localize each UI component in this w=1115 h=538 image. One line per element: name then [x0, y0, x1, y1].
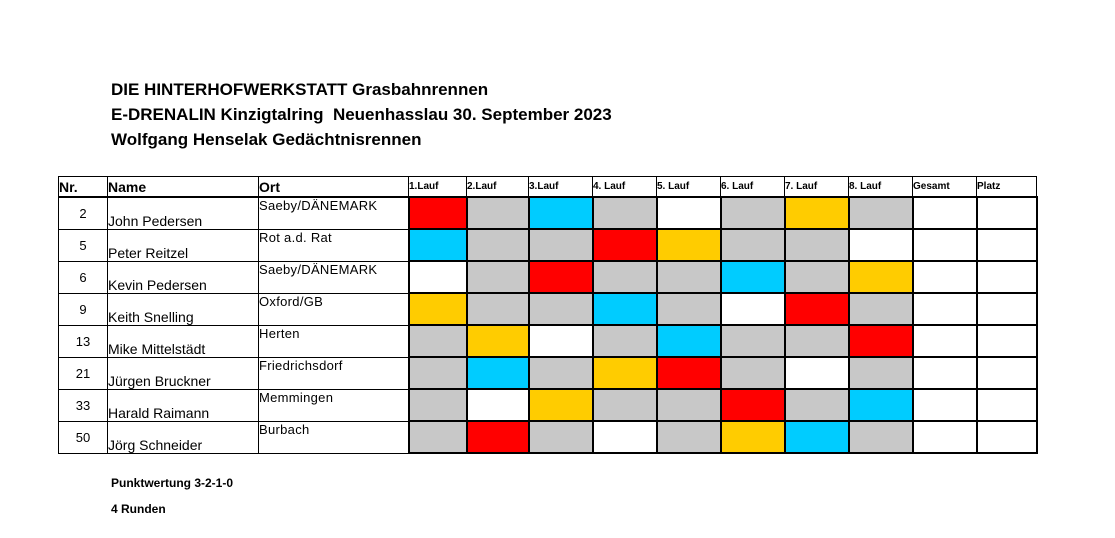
- heat-gate-cell: [409, 357, 467, 389]
- event-title-line-1: DIE HINTERHOFWERKSTATT Grasbahnrennen: [111, 80, 489, 99]
- heat-gate-cell: [785, 197, 849, 229]
- gesamt-cell: [913, 357, 977, 389]
- heat-gate-cell: [721, 357, 785, 389]
- rider-name: Jörg Schneider: [108, 421, 259, 453]
- heat-gate-cell: [785, 357, 849, 389]
- heat-gate-cell: [785, 325, 849, 357]
- heat-gate-cell: [529, 261, 593, 293]
- rider-town: Burbach: [259, 421, 409, 453]
- heat-gate-cell: [467, 261, 529, 293]
- header-lauf-2: 2.Lauf: [467, 177, 529, 198]
- heat-gate-cell: [593, 421, 657, 453]
- header-lauf-6: 6. Lauf: [721, 177, 785, 198]
- heat-gate-cell: [657, 229, 721, 261]
- header-name: Name: [108, 177, 259, 198]
- heat-gate-cell: [467, 357, 529, 389]
- heat-gate-cell: [467, 293, 529, 325]
- heat-gate-cell: [849, 293, 913, 325]
- heat-gate-cell: [409, 389, 467, 421]
- header-lauf-3: 3.Lauf: [529, 177, 593, 198]
- gesamt-cell: [913, 421, 977, 453]
- heat-gate-cell: [593, 293, 657, 325]
- heat-gate-cell: [593, 197, 657, 229]
- header-nr: Nr.: [59, 177, 108, 198]
- heat-gate-cell: [593, 357, 657, 389]
- gesamt-cell: [913, 293, 977, 325]
- laps-note: 4 Runden: [111, 502, 166, 516]
- heat-gate-cell: [529, 389, 593, 421]
- scoring-note: Punktwertung 3-2-1-0: [111, 476, 234, 490]
- heat-gate-cell: [785, 389, 849, 421]
- platz-cell: [977, 261, 1037, 293]
- heat-gate-cell: [529, 421, 593, 453]
- heat-gate-cell: [721, 421, 785, 453]
- heat-gate-cell: [721, 229, 785, 261]
- table-row: [59, 357, 1037, 389]
- notes-block: [111, 470, 233, 522]
- heat-gate-cell: [849, 421, 913, 453]
- rider-town: Saeby/DÄNEMARK: [259, 197, 409, 229]
- heat-gate-cell: [657, 357, 721, 389]
- rider-number: 33: [59, 389, 108, 421]
- heat-gate-cell: [721, 325, 785, 357]
- heat-gate-cell: [721, 261, 785, 293]
- rider-town: Rot a.d. Rat: [259, 229, 409, 261]
- rider-name: Kevin Pedersen: [108, 261, 259, 293]
- heat-gate-cell: [529, 357, 593, 389]
- rider-number: 13: [59, 325, 108, 357]
- heat-gate-cell: [849, 261, 913, 293]
- platz-cell: [977, 197, 1037, 229]
- heat-gate-cell: [785, 293, 849, 325]
- table-row: [59, 389, 1037, 421]
- header-lauf-8: 8. Lauf: [849, 177, 913, 198]
- event-title-block: [111, 77, 612, 152]
- gesamt-cell: [913, 229, 977, 261]
- platz-cell: [977, 293, 1037, 325]
- gesamt-cell: [913, 261, 977, 293]
- heat-gate-cell: [467, 325, 529, 357]
- table-row: [59, 261, 1037, 293]
- table-row: [59, 293, 1037, 325]
- table-row: [59, 229, 1037, 261]
- gesamt-cell: [913, 197, 977, 229]
- platz-cell: [977, 389, 1037, 421]
- platz-cell: [977, 229, 1037, 261]
- header-ort: Ort: [259, 177, 409, 198]
- rider-number: 50: [59, 421, 108, 453]
- heat-gate-cell: [721, 293, 785, 325]
- table-row: [59, 421, 1037, 453]
- heat-gate-cell: [657, 197, 721, 229]
- heat-gate-cell: [467, 389, 529, 421]
- rider-town: Memmingen: [259, 389, 409, 421]
- table-row: [59, 325, 1037, 357]
- heat-gate-cell: [409, 261, 467, 293]
- heat-gate-cell: [849, 325, 913, 357]
- rider-number: 5: [59, 229, 108, 261]
- platz-cell: [977, 325, 1037, 357]
- heat-gate-cell: [409, 197, 467, 229]
- header-gesamt: Gesamt: [913, 177, 977, 198]
- rider-name: Harald Raimann: [108, 389, 259, 421]
- heat-gate-cell: [849, 389, 913, 421]
- heat-gate-cell: [657, 389, 721, 421]
- heat-gate-cell: [785, 421, 849, 453]
- rider-town: Oxford/GB: [259, 293, 409, 325]
- gesamt-cell: [913, 325, 977, 357]
- header-lauf-4: 4. Lauf: [593, 177, 657, 198]
- heat-gate-cell: [409, 421, 467, 453]
- rider-name: Jürgen Bruckner: [108, 357, 259, 389]
- table-row: [59, 197, 1037, 229]
- heat-gate-cell: [849, 357, 913, 389]
- rider-name: Mike Mittelstädt: [108, 325, 259, 357]
- platz-cell: [977, 421, 1037, 453]
- table-body: [59, 197, 1037, 453]
- heat-schedule-table: [58, 176, 1038, 454]
- rider-town: Saeby/DÄNEMARK: [259, 261, 409, 293]
- platz-cell: [977, 357, 1037, 389]
- rider-town: Herten: [259, 325, 409, 357]
- heat-gate-cell: [849, 197, 913, 229]
- table-header-row: [59, 177, 1037, 198]
- heat-gate-cell: [409, 293, 467, 325]
- heat-gate-cell: [529, 325, 593, 357]
- rider-number: 6: [59, 261, 108, 293]
- heat-gate-cell: [409, 229, 467, 261]
- heat-gate-cell: [467, 197, 529, 229]
- header-lauf-7: 7. Lauf: [785, 177, 849, 198]
- heat-gate-cell: [593, 261, 657, 293]
- rider-number: 2: [59, 197, 108, 229]
- rider-name: John Pedersen: [108, 197, 259, 229]
- header-lauf-1: 1.Lauf: [409, 177, 467, 198]
- heat-gate-cell: [657, 293, 721, 325]
- heat-gate-cell: [593, 229, 657, 261]
- heat-gate-cell: [529, 197, 593, 229]
- header-lauf-5: 5. Lauf: [657, 177, 721, 198]
- heat-gate-cell: [467, 421, 529, 453]
- heat-gate-cell: [467, 229, 529, 261]
- heat-gate-cell: [409, 325, 467, 357]
- heat-gate-cell: [657, 421, 721, 453]
- heat-gate-cell: [657, 261, 721, 293]
- heat-gate-cell: [721, 197, 785, 229]
- event-title-line-3: Wolfgang Henselak Gedächtnisrennen: [111, 130, 422, 149]
- header-platz: Platz: [977, 177, 1037, 198]
- rider-number: 9: [59, 293, 108, 325]
- heat-gate-cell: [593, 389, 657, 421]
- rider-number: 21: [59, 357, 108, 389]
- gesamt-cell: [913, 389, 977, 421]
- heat-gate-cell: [529, 293, 593, 325]
- heat-gate-cell: [849, 229, 913, 261]
- heat-gate-cell: [721, 389, 785, 421]
- rider-name: Keith Snelling: [108, 293, 259, 325]
- heat-gate-cell: [785, 229, 849, 261]
- heat-gate-cell: [529, 229, 593, 261]
- event-title-line-2: E-DRENALIN Kinzigtalring Neuenhasslau 30. September 2023: [111, 105, 612, 124]
- heat-gate-cell: [593, 325, 657, 357]
- heat-gate-cell: [657, 325, 721, 357]
- heat-gate-cell: [785, 261, 849, 293]
- rider-name: Peter Reitzel: [108, 229, 259, 261]
- rider-town: Friedrichsdorf: [259, 357, 409, 389]
